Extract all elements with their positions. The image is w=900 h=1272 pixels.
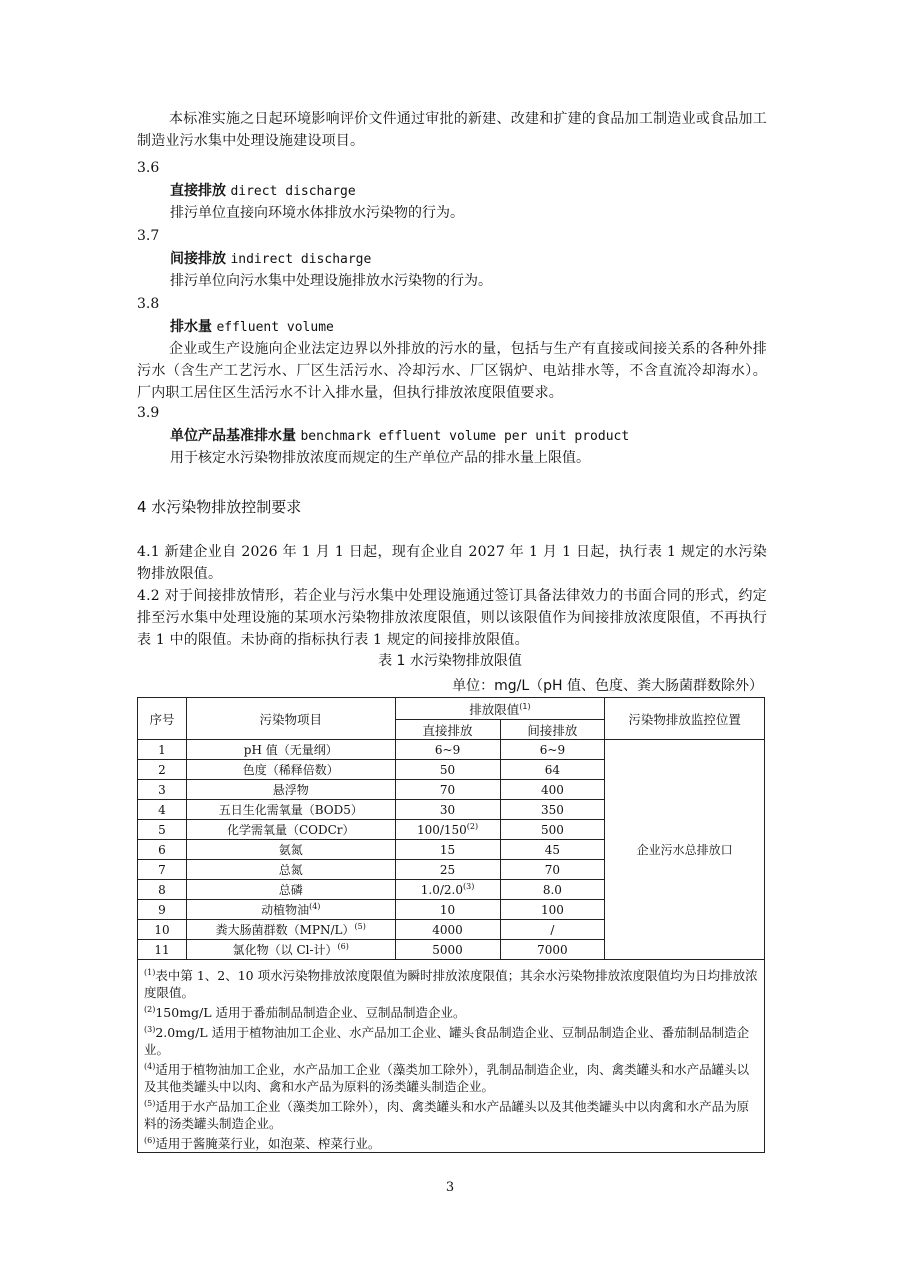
- cell-indirect-text: 8.0: [542, 882, 562, 897]
- cell-item-text: 总磷: [278, 883, 303, 897]
- footnote: [144, 1132, 758, 1152]
- cell-indirect-text: 45: [544, 842, 561, 857]
- cell-indirect-text: 70: [544, 862, 561, 877]
- cell-indirect: [500, 860, 605, 880]
- def-term-cn: 单位产品基准排水量: [170, 428, 296, 444]
- cell-indirect-text: 350: [540, 802, 564, 817]
- def-term-cn: 排水量: [170, 319, 212, 335]
- footnote-text: 2.0mg/L 适用于植物油加工企业、水产品加工企业、罐头食品制造企业、豆制品制造企业、番茄制品制造企业。: [144, 1025, 750, 1057]
- cell-direct-text: 4000: [432, 922, 463, 937]
- intro-paragraph: 本标准实施之日起环境影响评价文件通过审批的新建、改建和扩建的食品加工制造业或食品加工制造业污水集中处理设施建设项目。: [137, 111, 767, 149]
- cell-seq-text: 6: [158, 842, 166, 857]
- cell-indirect-text: /: [550, 922, 555, 937]
- cell-item-text: 粪大肠菌群数（MPN/L）: [215, 923, 355, 937]
- cell-seq-text: 7: [158, 862, 166, 877]
- def-number: 3.8: [137, 296, 160, 312]
- note-marker: (1): [519, 701, 531, 711]
- def-text: 用于核定水污染物排放浓度而规定的生产单位产品的排水量上限值。: [170, 450, 590, 466]
- cell-indirect: [500, 780, 605, 800]
- note-marker: (1): [144, 968, 156, 977]
- clause-4-2: 4.2 对于间接排放情形，若企业与污水集中处理设施通过签订具备法律效力的书面合同的形式，约定排至污水集中处理设施的某项水污染物排放浓度限值，则以该限值作为间接排放浓度限值，不再执行表 1 中的限值。未协商的指标执行表 1 规定的间接排放限值。: [137, 588, 767, 648]
- cell-seq-text: 3: [158, 782, 166, 797]
- table-notes: [137, 960, 765, 1153]
- cell-item-text: 氯化物（以 Cl-计）: [232, 943, 338, 957]
- cell-indirect: [500, 880, 605, 900]
- footnote: [144, 1058, 758, 1095]
- cell-seq: [138, 840, 187, 860]
- cell-seq-text: 9: [158, 902, 166, 917]
- cell-item-text: pH 值（无量纲）: [243, 743, 338, 757]
- cell-indirect: [500, 820, 605, 840]
- cell-seq: [138, 880, 187, 900]
- def-number: 3.9: [137, 405, 160, 421]
- cell-item-text: 动植物油: [261, 903, 310, 917]
- footnote-text: 150mg/L 适用于番茄制品制造企业、豆制品制造企业。: [155, 1005, 466, 1020]
- def-text: 排污单位向污水集中处理设施排放水污染物的行为。: [170, 273, 492, 289]
- def-term: [170, 180, 356, 203]
- note-marker: (4): [309, 902, 321, 911]
- cell-item-text: 氨氮: [278, 843, 303, 857]
- cell-indirect: [500, 900, 605, 920]
- cell-direct: [395, 740, 500, 760]
- cell-indirect: [500, 760, 605, 780]
- def-term-en: effluent volume: [216, 320, 334, 335]
- cell-item: [186, 840, 395, 860]
- header-seq: 序号: [138, 698, 187, 740]
- cell-item-text: 五日生化需氧量（BOD5）: [218, 803, 363, 817]
- cell-item: [186, 880, 395, 900]
- footnote: [144, 1021, 758, 1058]
- cell-direct-text: 100/150: [416, 823, 467, 837]
- cell-seq: [138, 940, 187, 960]
- cell-item: [186, 920, 395, 940]
- table-caption: 表 1 水污染物排放限值: [378, 653, 522, 669]
- note-marker: (3): [462, 882, 475, 891]
- cell-direct: [395, 880, 500, 900]
- cell-direct: [395, 760, 500, 780]
- table-row: [138, 740, 765, 760]
- cell-seq: [138, 740, 187, 760]
- def-text: 排污单位直接向环境水体排放水污染物的行为。: [170, 205, 464, 221]
- cell-direct-text: 15: [439, 842, 456, 857]
- cell-direct: [395, 860, 500, 880]
- cell-direct-text: 70: [439, 782, 456, 797]
- cell-item-text: 化学需氧量（CODCr）: [226, 823, 355, 837]
- note-marker: (4): [144, 1062, 156, 1071]
- page-number: 3: [445, 1180, 455, 1195]
- note-marker: (5): [354, 922, 366, 931]
- cell-indirect: [500, 920, 605, 940]
- cell-item-text: 悬浮物: [272, 783, 309, 797]
- note-marker: (2): [144, 1005, 156, 1014]
- header-limit: [395, 698, 605, 720]
- cell-indirect-text: 64: [544, 762, 561, 777]
- header-item: 污染物项目: [186, 698, 395, 740]
- cell-item: [186, 760, 395, 780]
- table-unit: 单位：mg/L（pH 值、色度、粪大肠菌群数除外）: [452, 678, 763, 694]
- def-term: [170, 316, 334, 339]
- cell-seq: [138, 780, 187, 800]
- def-term-cn: 间接排放: [170, 251, 226, 267]
- note-marker: (2): [466, 822, 479, 831]
- cell-seq-text: 2: [158, 762, 166, 777]
- cell-item: [186, 900, 395, 920]
- footnote-text: 适用于植物油加工企业，水产品加工企业（藻类加工除外），乳制品制造企业，肉、禽类罐头和水产品罐头以及其他类罐头中以肉、禽和水产品为原料的汤类罐头制造企业。: [144, 1062, 750, 1094]
- def-text: 企业或生产设施向企业法定边界以外排放的污水的量，包括与生产有直接或间接关系的各种外排污水（含生产工艺污水、厂区生活污水、冷却污水、厂区锅炉、电站排水等，不含直流冷却海水）。厂内职工居住区生活污水不计入排水量，但执行排放浓度限值要求。: [137, 341, 767, 401]
- cell-item: [186, 800, 395, 820]
- header-monitor: 污染物排放监控位置: [605, 698, 765, 740]
- def-term-cn: 直接排放: [170, 183, 226, 199]
- cell-seq-text: 10: [154, 922, 170, 937]
- cell-item: [186, 740, 395, 760]
- cell-direct-text: 10: [439, 902, 456, 917]
- footnote-text: 适用于酱腌菜行业，如泡菜、榨菜行业。: [155, 1136, 381, 1151]
- cell-seq-text: 11: [154, 942, 170, 957]
- cell-item: [186, 940, 395, 960]
- footnote-text: 表中第 1、2、10 项水污染物排放浓度限值为瞬时排放浓度限值；其余水污染物排放浓度限值均为日均排放浓度限值。: [144, 968, 758, 1000]
- cell-seq: [138, 900, 187, 920]
- cell-direct-text: 50: [439, 762, 456, 777]
- cell-direct: [395, 900, 500, 920]
- cell-seq-text: 4: [158, 802, 166, 817]
- cell-item-text: 色度（稀释倍数）: [242, 763, 339, 777]
- note-marker: (5): [144, 1099, 156, 1108]
- cell-item: [186, 820, 395, 840]
- cell-direct: [395, 920, 500, 940]
- cell-seq: [138, 820, 187, 840]
- cell-direct: [395, 780, 500, 800]
- footnote: [144, 1001, 758, 1021]
- footnote-text: 适用于水产品加工企业（藻类加工除外），肉、禽类罐头和水产品罐头以及其他类罐头中以肉禽和水产品为原料的汤类罐头制造企业。: [144, 1099, 750, 1131]
- cell-direct-text: 25: [439, 862, 456, 877]
- cell-direct: [395, 840, 500, 860]
- cell-seq-text: 8: [158, 882, 166, 897]
- def-term-en: direct discharge: [230, 184, 356, 199]
- cell-direct-text: 5000: [432, 942, 463, 957]
- footnote: [144, 1095, 758, 1132]
- cell-monitor-location: 企业污水总排放口: [605, 740, 765, 960]
- cell-item: [186, 780, 395, 800]
- cell-direct-text: 30: [439, 802, 456, 817]
- def-term-en: indirect discharge: [230, 252, 372, 267]
- cell-seq-text: 5: [158, 822, 166, 837]
- note-marker: (6): [144, 1136, 156, 1145]
- cell-item-text: 总氮: [278, 863, 303, 877]
- cell-seq-text: 1: [158, 742, 166, 757]
- section-heading: 4 水污染物排放控制要求: [137, 498, 302, 516]
- header-direct: 直接排放: [395, 720, 500, 740]
- cell-seq: [138, 760, 187, 780]
- cell-indirect: [500, 940, 605, 960]
- cell-indirect-text: 400: [540, 782, 564, 797]
- cell-indirect: [500, 740, 605, 760]
- clause-4-1: 4.1 新建企业自 2026 年 1 月 1 日起，现有企业自 2027 年 1 月 1 日起，执行表 1 规定的水污染物排放限值。: [137, 544, 767, 582]
- cell-seq: [138, 920, 187, 940]
- emission-limits-table: [137, 697, 765, 960]
- cell-indirect-text: 7000: [537, 942, 568, 957]
- cell-item: [186, 860, 395, 880]
- cell-direct: [395, 800, 500, 820]
- cell-indirect: [500, 840, 605, 860]
- cell-direct: [395, 820, 500, 840]
- cell-indirect: [500, 800, 605, 820]
- cell-seq: [138, 860, 187, 880]
- cell-direct: [395, 940, 500, 960]
- header-indirect: 间接排放: [500, 720, 605, 740]
- footnote: [144, 964, 758, 1001]
- def-term: [170, 425, 629, 448]
- def-term-en: benchmark effluent volume per unit product: [300, 429, 630, 444]
- def-number: 3.6: [137, 160, 160, 176]
- note-marker: (3): [144, 1025, 156, 1034]
- def-term: [170, 248, 371, 271]
- cell-seq: [138, 800, 187, 820]
- header-limit-label: 排放限值: [469, 701, 520, 717]
- cell-indirect-text: 6~9: [539, 742, 566, 757]
- cell-direct-text: 6~9: [434, 742, 461, 757]
- cell-indirect-text: 100: [540, 902, 564, 917]
- note-marker: (6): [337, 942, 349, 951]
- cell-direct-text: 1.0/2.0: [420, 883, 463, 897]
- def-number: 3.7: [137, 228, 160, 244]
- cell-indirect-text: 500: [540, 822, 564, 837]
